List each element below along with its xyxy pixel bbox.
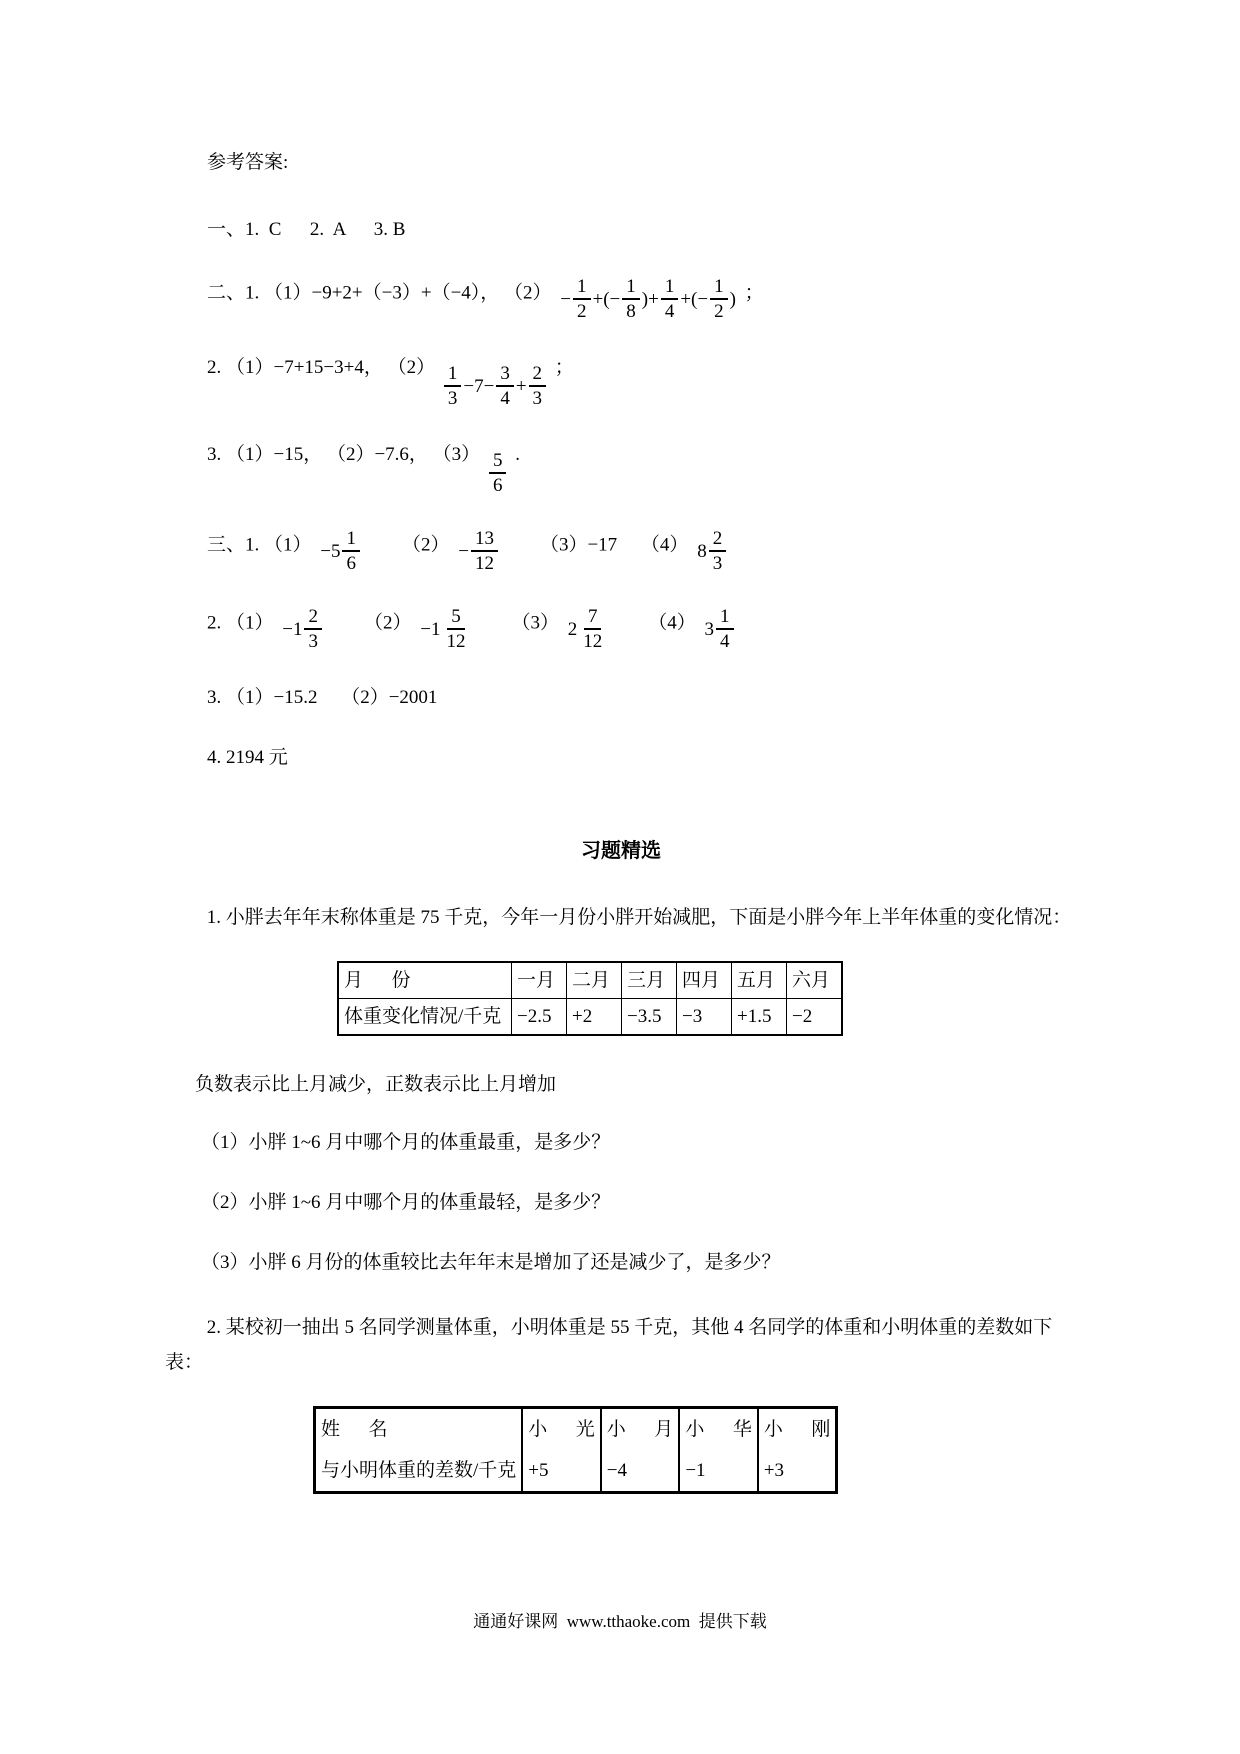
math-operator: 2 xyxy=(567,618,578,640)
fraction-denominator: 12 xyxy=(583,631,603,652)
math-operator: +(− xyxy=(680,288,709,310)
table-cell: −2.5 xyxy=(512,999,567,1036)
fraction-denominator: 2 xyxy=(714,301,724,322)
fraction-numerator: 2 xyxy=(709,528,727,552)
fraction xyxy=(529,363,547,409)
table-cell: 小 月 xyxy=(601,1408,680,1451)
table-cell: 五月 xyxy=(732,962,787,999)
page-footer: 通通好课网 www.tthaoke.com 提供下载 xyxy=(473,1612,767,1631)
table-row xyxy=(315,1408,837,1451)
answer-text: （2） xyxy=(363,534,455,556)
answer-text: 3. （1）−15， （2）−7.6， （3） xyxy=(207,444,485,465)
answer-lines xyxy=(165,216,1077,772)
answer-text: 二、1. （1）−9+2+（−3）+（−4）， （2） xyxy=(207,282,557,304)
answer-line xyxy=(207,528,1077,574)
fraction-numerator: 1 xyxy=(622,276,640,300)
table-cell: 月 份 xyxy=(338,962,512,999)
math-formula xyxy=(559,276,737,322)
math-operator: − xyxy=(458,540,469,562)
answer-text: 4. 2194 元 xyxy=(207,747,288,768)
math-operator: − xyxy=(560,288,572,310)
fraction-denominator: 3 xyxy=(308,631,318,652)
math-formula xyxy=(488,450,508,496)
math-formula xyxy=(281,606,323,652)
table-cell: 二月 xyxy=(567,962,622,999)
problem1-intro: 1. 小胖去年年末称体重是 75 千克，今年一月份小胖开始减肥，下面是小胖今年上半年体重的变化情况： xyxy=(206,907,1072,928)
answer-text: 3. （1）−15.2 （2）−2001 xyxy=(207,687,438,708)
fraction-numerator: 3 xyxy=(496,363,514,387)
fraction xyxy=(496,363,514,409)
fraction-numerator: 2 xyxy=(529,363,547,387)
fraction xyxy=(579,606,606,652)
math-formula xyxy=(567,606,608,652)
fraction-denominator: 12 xyxy=(474,553,494,574)
fraction-denominator: 3 xyxy=(447,388,458,409)
math-formula xyxy=(319,528,361,574)
answer-text: 2. （1） xyxy=(207,612,279,634)
answer-line xyxy=(207,606,1077,652)
problem1-question-2: （2）小胖 1~6 月中哪个月的体重最轻，是多少？ xyxy=(201,1192,611,1213)
answer-text: （3） xyxy=(473,612,564,634)
fraction-denominator: 3 xyxy=(712,553,723,574)
table-cell: +1.5 xyxy=(732,999,787,1036)
table-cell: 姓 名 xyxy=(315,1408,523,1451)
table-cell: +2 xyxy=(567,999,622,1036)
fraction-denominator: 4 xyxy=(664,301,675,322)
table-cell: −2 xyxy=(787,999,843,1036)
math-operator: ) xyxy=(729,288,736,310)
fraction-numerator: 1 xyxy=(342,528,360,552)
fraction xyxy=(489,450,507,496)
fraction-numerator: 2 xyxy=(304,606,322,630)
fraction-numerator: 7 xyxy=(584,606,602,630)
answer-line xyxy=(207,276,1077,322)
fraction-numerator: 1 xyxy=(444,363,462,387)
fraction xyxy=(622,276,640,322)
answer-line xyxy=(207,354,1077,409)
fraction xyxy=(442,606,469,652)
fraction xyxy=(716,606,734,652)
fraction-denominator: 2 xyxy=(577,301,587,322)
math-operator: 3 xyxy=(704,618,714,640)
weight-diff-table-body xyxy=(315,1408,837,1493)
table-cell: 体重变化情况/千克 xyxy=(338,999,512,1036)
answer-text: 三、1. （1） xyxy=(207,534,317,556)
table-cell: 小 光 xyxy=(522,1408,601,1451)
table-cell: 小 华 xyxy=(679,1408,758,1451)
table-cell: 一月 xyxy=(512,962,567,999)
problem1-question-3: （3）小胖 6 月份的体重较比去年年末是增加了还是减少了，是多少？ xyxy=(201,1252,781,1273)
math-formula xyxy=(696,528,727,574)
fraction xyxy=(304,606,322,652)
problem1-note: 负数表示比上月减少，正数表示比上月增加 xyxy=(195,1074,557,1095)
table-cell: 小 刚 xyxy=(758,1408,837,1451)
fraction xyxy=(444,363,462,409)
weight-change-table xyxy=(337,961,843,1036)
answer-text: （4） xyxy=(610,612,701,634)
fraction-numerator: 1 xyxy=(716,606,734,630)
fraction-denominator: 4 xyxy=(720,631,730,652)
math-operator: −5 xyxy=(320,540,341,562)
problem2-intro: 2. 某校初一抽出 5 名同学测量体重，小明体重是 55 千克，其他 4 名同学的体重和小明体重的差数如下表： xyxy=(165,1317,1053,1373)
fraction xyxy=(342,528,360,574)
table-cell: 六月 xyxy=(787,962,843,999)
answer-text: （3）−17 （4） xyxy=(501,534,694,556)
fraction xyxy=(709,528,727,574)
fraction xyxy=(661,276,679,322)
math-formula xyxy=(443,363,547,409)
table-row xyxy=(338,962,842,999)
table-cell: −3.5 xyxy=(622,999,677,1036)
weight-diff-table xyxy=(313,1406,838,1494)
math-operator: 8 xyxy=(697,540,707,562)
answer-text: ； xyxy=(550,357,574,378)
fraction xyxy=(573,276,591,322)
fraction-denominator: 4 xyxy=(500,388,510,409)
math-operator: −1 xyxy=(282,618,303,640)
fraction-numerator: 5 xyxy=(489,450,507,474)
math-operator: −1 xyxy=(420,618,441,640)
answer-line xyxy=(207,684,1077,712)
fraction-numerator: 1 xyxy=(710,276,728,300)
table-cell: −3 xyxy=(677,999,732,1036)
table-cell: 三月 xyxy=(622,962,677,999)
math-operator: + xyxy=(515,375,527,397)
table-cell: 四月 xyxy=(677,962,732,999)
table-cell: 与小明体重的差数/千克 xyxy=(315,1450,523,1493)
exercises-heading: 习题精选 xyxy=(581,840,661,862)
math-operator: )+ xyxy=(641,288,659,310)
fraction-numerator: 5 xyxy=(447,606,465,630)
answers-section xyxy=(165,150,1077,772)
math-formula xyxy=(457,528,499,574)
fraction xyxy=(710,276,728,322)
answer-line xyxy=(207,744,1077,772)
answer-text: 一、1. C 2. A 3. B xyxy=(207,219,406,240)
fraction-denominator: 6 xyxy=(492,475,503,496)
table-row xyxy=(315,1450,837,1493)
fraction-numerator: 1 xyxy=(573,276,591,300)
answer-line xyxy=(207,441,1077,496)
answer-text: （2） xyxy=(325,612,417,634)
fraction-denominator: 8 xyxy=(626,301,636,322)
answers-title: 参考答案: xyxy=(207,152,289,173)
fraction-denominator: 12 xyxy=(446,631,466,652)
fraction xyxy=(471,528,498,574)
answer-text: ； xyxy=(739,282,764,304)
answer-text: . xyxy=(510,444,520,465)
table-cell: +3 xyxy=(758,1450,837,1493)
table-cell: −4 xyxy=(601,1450,680,1493)
fraction-denominator: 6 xyxy=(346,553,356,574)
page-content xyxy=(165,150,1077,1530)
fraction-denominator: 3 xyxy=(532,388,543,409)
answer-line xyxy=(207,216,1077,244)
table-cell: +5 xyxy=(522,1450,601,1493)
fraction-numerator: 13 xyxy=(471,528,498,552)
answer-text: 2. （1）−7+15−3+4， （2） xyxy=(207,357,440,378)
math-formula xyxy=(419,606,470,652)
math-formula xyxy=(704,606,735,652)
table-cell: −1 xyxy=(679,1450,758,1493)
problem1-question-1: （1）小胖 1~6 月中哪个月的体重最重，是多少？ xyxy=(201,1132,611,1153)
math-operator: −7− xyxy=(463,375,495,397)
fraction-numerator: 1 xyxy=(661,276,679,300)
table-row xyxy=(338,999,842,1036)
math-operator: +(− xyxy=(592,288,621,310)
weight-change-table-body xyxy=(338,962,842,1035)
